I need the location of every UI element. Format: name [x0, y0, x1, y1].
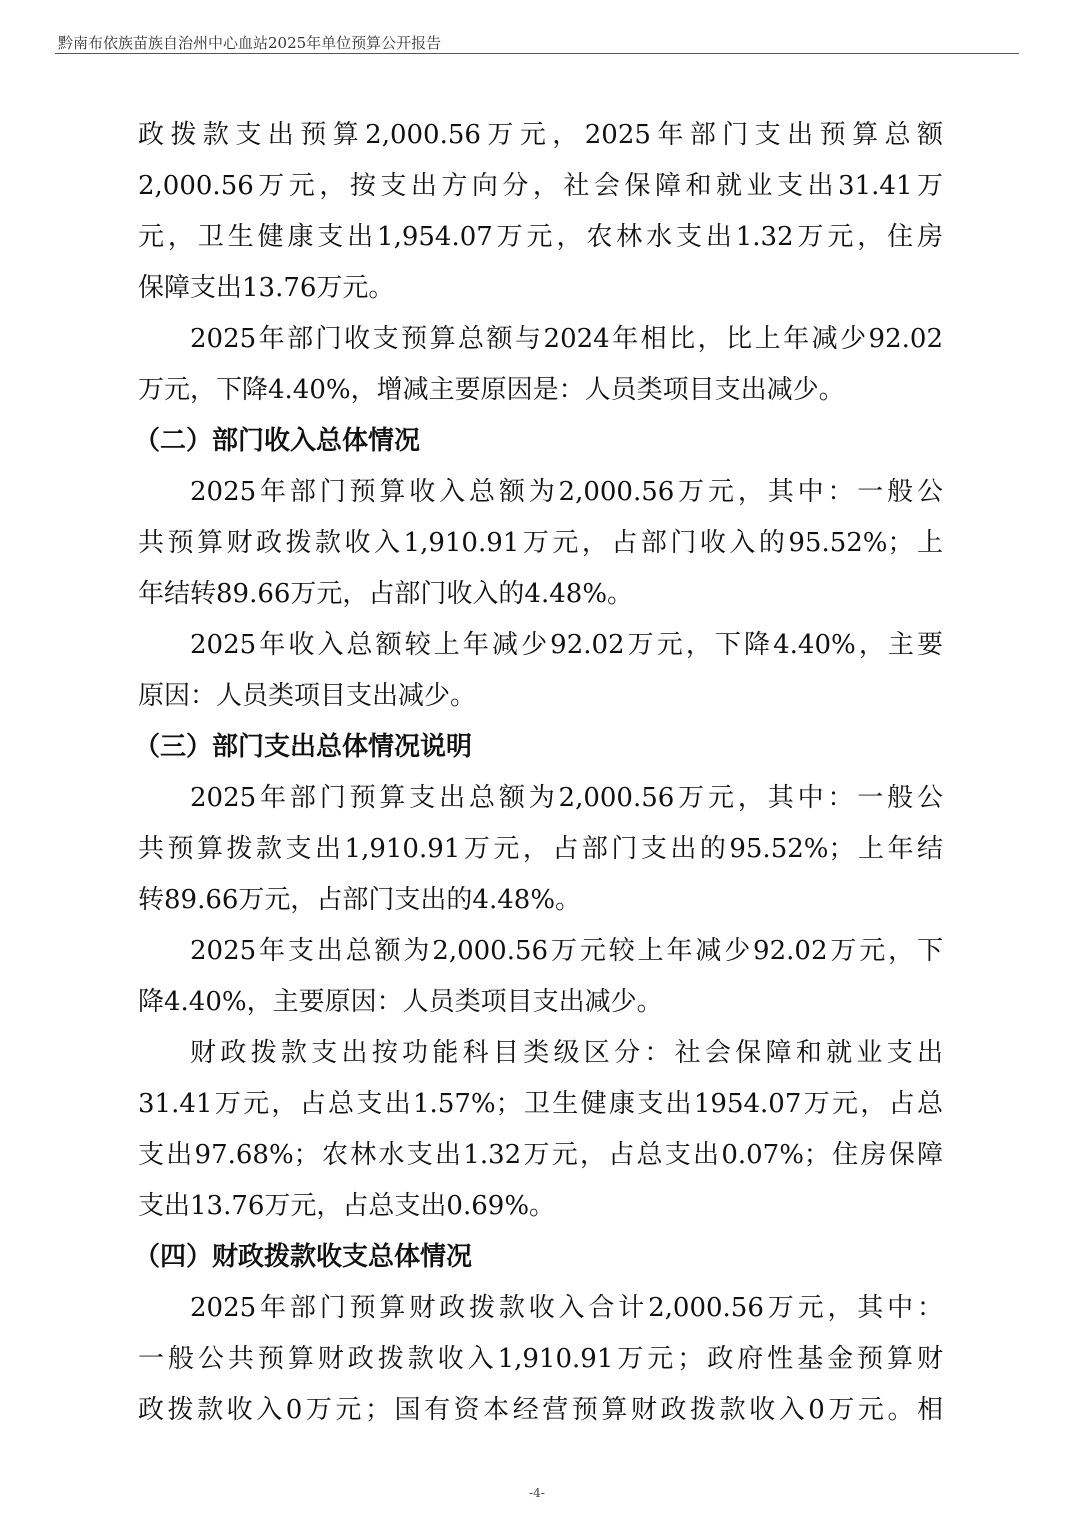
paragraph-line: 2025年部门收支预算总额与2024年相比，比上年减少92.02 — [190, 324, 943, 354]
paragraph-line: 降4.40%，主要原因：人员类项目支出减少。 — [138, 987, 663, 1017]
paragraph-line: 政拨款收入0万元；国有资本经营预算财政拨款收入0万元。相 — [138, 1395, 943, 1425]
paragraph-line: 原因：人员类项目支出减少。 — [138, 681, 477, 711]
paragraph-line: 2025年部门预算收入总额为2,000.56万元，其中：一般公 — [190, 477, 943, 507]
paragraph-line: 共预算财政拨款收入1,910.91万元，占部门收入的95.52%；上 — [138, 528, 943, 558]
running-header: 黔南布依族苗族自治州中心血站2025年单位预算公开报告 — [58, 34, 442, 52]
section-heading-expenditure: （三）部门支出总体情况说明 — [134, 732, 473, 762]
paragraph-line: 保障支出13.76万元。 — [138, 273, 395, 303]
paragraph-line: 支出13.76万元，占总支出0.69%。 — [138, 1191, 556, 1221]
paragraph-line: 万元，下降4.40%，增减主要原因是：人员类项目支出减少。 — [138, 375, 845, 405]
paragraph-line: 共预算拨款支出1,910.91万元，占部门支出的95.52%；上年结 — [138, 834, 943, 864]
paragraph-line: 2025年部门预算财政拨款收入合计2,000.56万元，其中： — [190, 1293, 943, 1323]
paragraph-line: 元，卫生健康支出1,954.07万元，农林水支出1.32万元，住房 — [138, 222, 943, 252]
section-heading-fiscal: （四）财政拨款收支总体情况 — [134, 1242, 473, 1272]
paragraph-line: 年结转89.66万元，占部门收入的4.48%。 — [138, 579, 634, 609]
paragraph-line: 一般公共预算财政拨款收入1,910.91万元；政府性基金预算财 — [138, 1344, 943, 1374]
paragraph-line: 2025年支出总额为2,000.56万元较上年减少92.02万元，下 — [190, 936, 943, 966]
paragraph-line: 2025年部门预算支出总额为2,000.56万元，其中：一般公 — [190, 783, 943, 813]
paragraph-line: 财政拨款支出按功能科目类级区分：社会保障和就业支出 — [190, 1038, 943, 1068]
paragraph-line: 支出97.68%；农林水支出1.32万元，占总支出0.07%；住房保障 — [138, 1140, 943, 1170]
paragraph-line: 2,000.56万元，按支出方向分，社会保障和就业支出31.41万 — [138, 171, 943, 201]
paragraph-line: 转89.66万元，占部门支出的4.48%。 — [138, 885, 582, 915]
paragraph-line: 政拨款支出预算2,000.56万元，2025年部门支出预算总额 — [138, 120, 943, 150]
section-heading-income: （二）部门收入总体情况 — [134, 426, 421, 456]
paragraph-line: 2025年收入总额较上年减少92.02万元，下降4.40%，主要 — [190, 630, 943, 660]
paragraph-line: 31.41万元，占总支出1.57%；卫生健康支出1954.07万元，占总 — [138, 1089, 943, 1119]
page-number: -4- — [529, 1486, 545, 1500]
header-divider — [55, 53, 1019, 54]
document-body — [134, 110, 943, 1436]
